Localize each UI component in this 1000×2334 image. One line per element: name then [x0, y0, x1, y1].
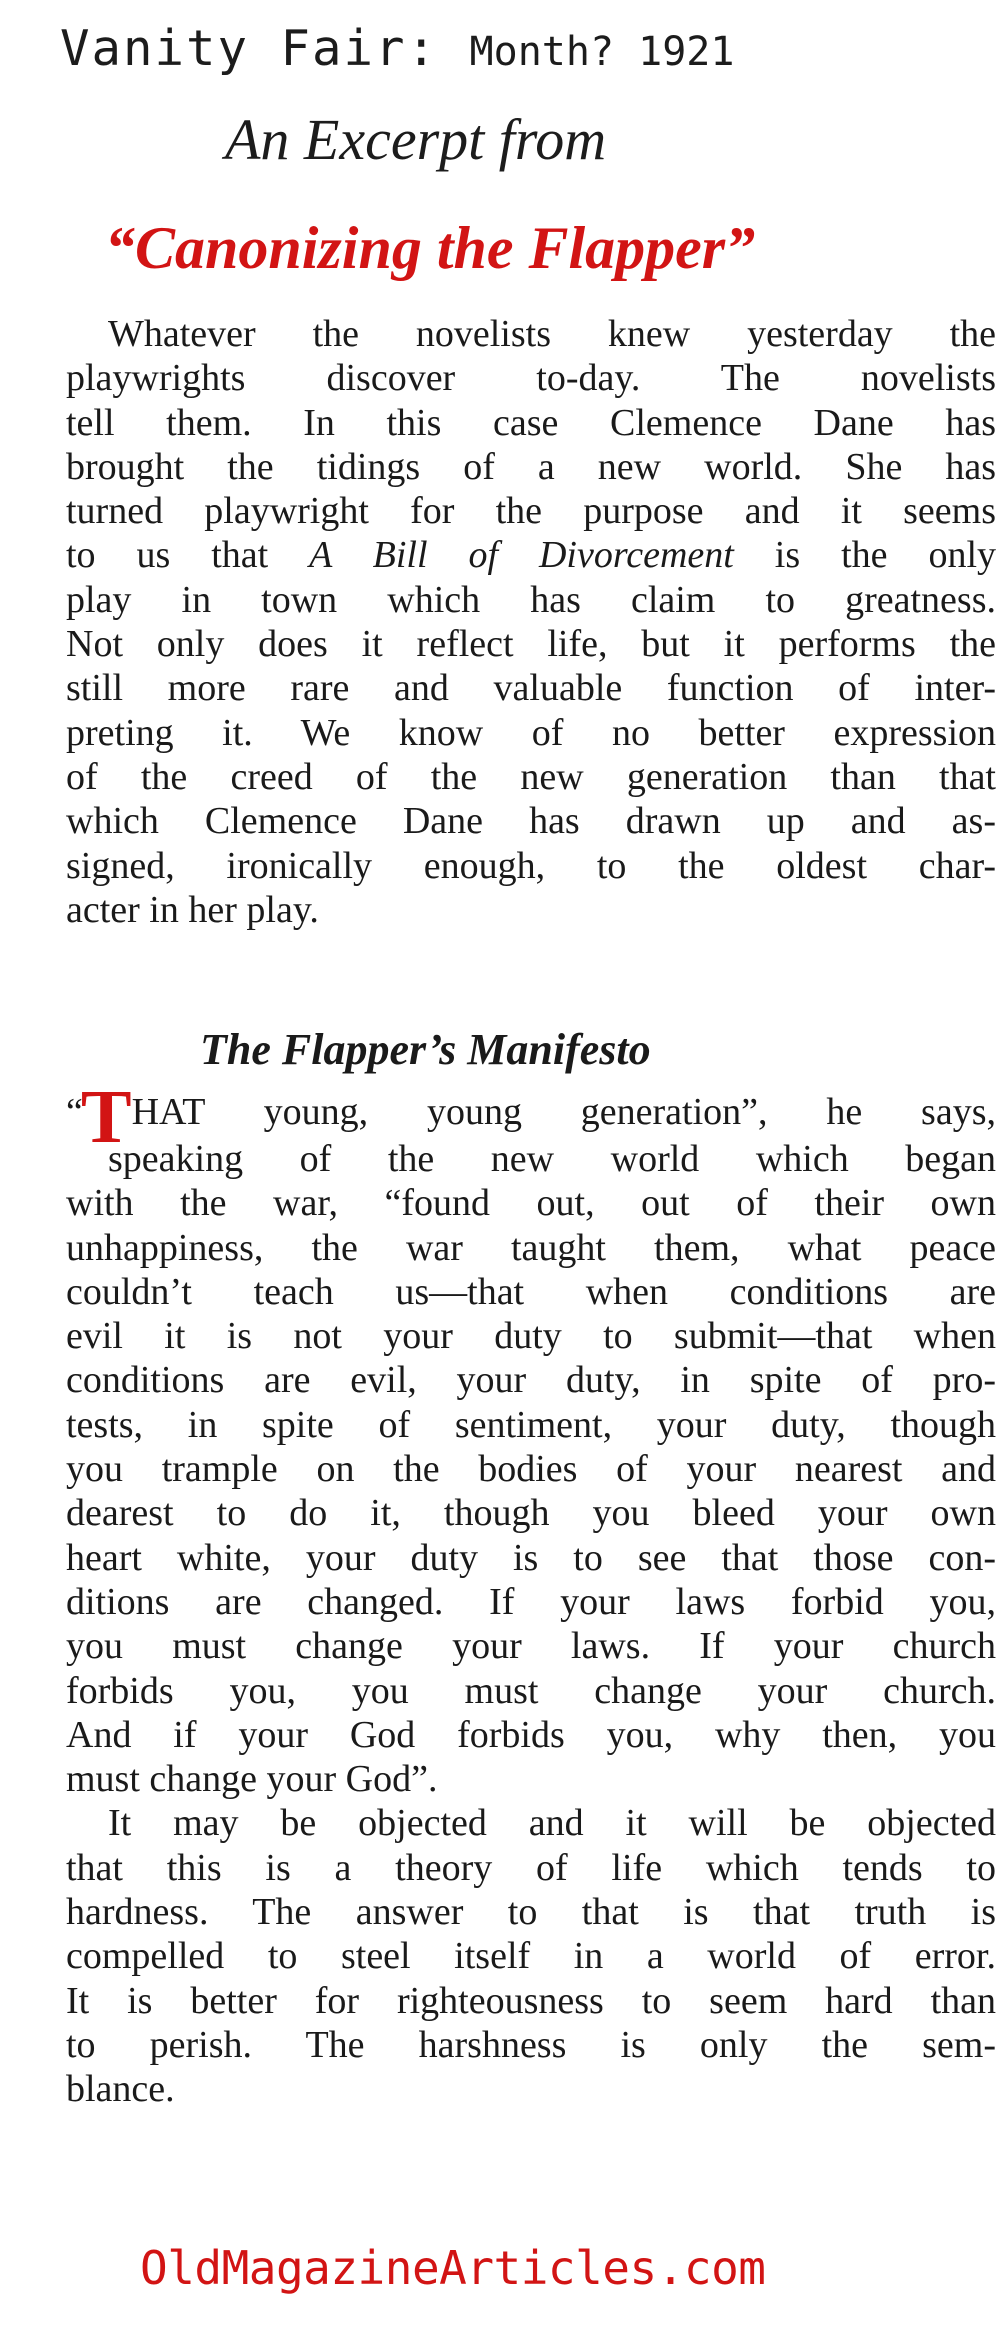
manifesto-line: to perish. The harshness is only the sem-	[66, 2023, 996, 2066]
manifesto-line: you must change your laws. If your church	[66, 1625, 996, 1668]
article-title: “Canonizing the Flapper”	[105, 215, 756, 281]
manifesto-line: ditions are changed. If your laws forbid you,	[66, 1580, 996, 1623]
manifesto-line: It may be objected and it will be objected	[108, 1802, 996, 1845]
manifesto-line: And if your God forbids you, why then, you	[66, 1713, 996, 1756]
manifesto-line: couldn’t teach us—that when conditions are	[66, 1270, 996, 1313]
footer-url[interactable]: OldMagazineArticles.com	[140, 2241, 766, 2295]
intro-line: which Clemence Dane has drawn up and as-	[66, 800, 996, 843]
manifesto-line: must change your God”.	[66, 1758, 438, 1801]
play-title: A Bill of Divorcement	[309, 534, 734, 577]
manifesto-line: evil it is not your duty to submit—that when	[66, 1315, 996, 1358]
manifesto-line: blance.	[66, 2068, 175, 2111]
open-quote: “	[66, 1091, 83, 1133]
publication-name: Vanity Fair:	[60, 20, 439, 77]
intro-line: preting it. We know of no better expression	[66, 711, 996, 754]
manifesto-line: conditions are evil, your duty, in spite of pro-	[66, 1359, 996, 1402]
intro-line: still more rare and valuable function of inter-	[66, 667, 996, 710]
manifesto-line: compelled to steel itself in a world of error.	[66, 1935, 996, 1978]
intro-paragraph	[66, 312, 996, 932]
intro-line: turned playwright for the purpose and it seems	[66, 490, 996, 533]
manifesto-line: HAT young, young generation”, he says,	[131, 1091, 996, 1133]
manifesto-line: that this is a theory of life which tends to	[66, 1846, 996, 1889]
masthead	[60, 18, 960, 83]
publication-date: Month? 1921	[469, 29, 735, 75]
intro-line: Whatever the novelists knew yesterday the	[108, 313, 996, 355]
intro-line: signed, ironically enough, to the oldest char-	[66, 844, 996, 887]
intro-line: Not only does it reflect life, but it performs the	[66, 623, 996, 666]
manifesto-line: unhappiness, the war taught them, what peace	[66, 1226, 996, 1269]
intro-line: to us that A Bill of Divorcement is the only	[66, 534, 996, 577]
intro-line: tell them. In this case Clemence Dane has	[66, 401, 996, 444]
manifesto-line: speaking of the new world which began	[108, 1138, 996, 1180]
intro-line: brought the tidings of a new world. She has	[66, 445, 996, 488]
section-heading: The Flapper’s Manifesto	[200, 1025, 651, 1074]
intro-line: acter in her play.	[66, 888, 319, 931]
manifesto-line: hardness. The answer to that is that truth is	[66, 1891, 996, 1934]
drop-cap: T	[80, 1075, 132, 1159]
manifesto-line: dearest to do it, though you bleed your own	[66, 1492, 996, 1535]
manifesto-paragraph	[66, 1075, 996, 2112]
manifesto-line: It is better for righteousness to seem hard than	[66, 1979, 996, 2022]
manifesto-line: with the war, “found out, out of their own	[66, 1182, 996, 1225]
intro-line: playwrights discover to-day. The novelists	[66, 357, 996, 400]
excerpt-label: An Excerpt from	[225, 107, 607, 172]
intro-line: of the creed of the new generation than that	[66, 755, 996, 798]
intro-line: play in town which has claim to greatness.	[66, 578, 996, 621]
manifesto-line: tests, in spite of sentiment, your duty, though	[66, 1403, 996, 1446]
manifesto-line: you trample on the bodies of your nearest and	[66, 1448, 996, 1491]
manifesto-line: heart white, your duty is to see that those con-	[66, 1536, 996, 1579]
manifesto-line: forbids you, you must change your church.	[66, 1669, 996, 1712]
